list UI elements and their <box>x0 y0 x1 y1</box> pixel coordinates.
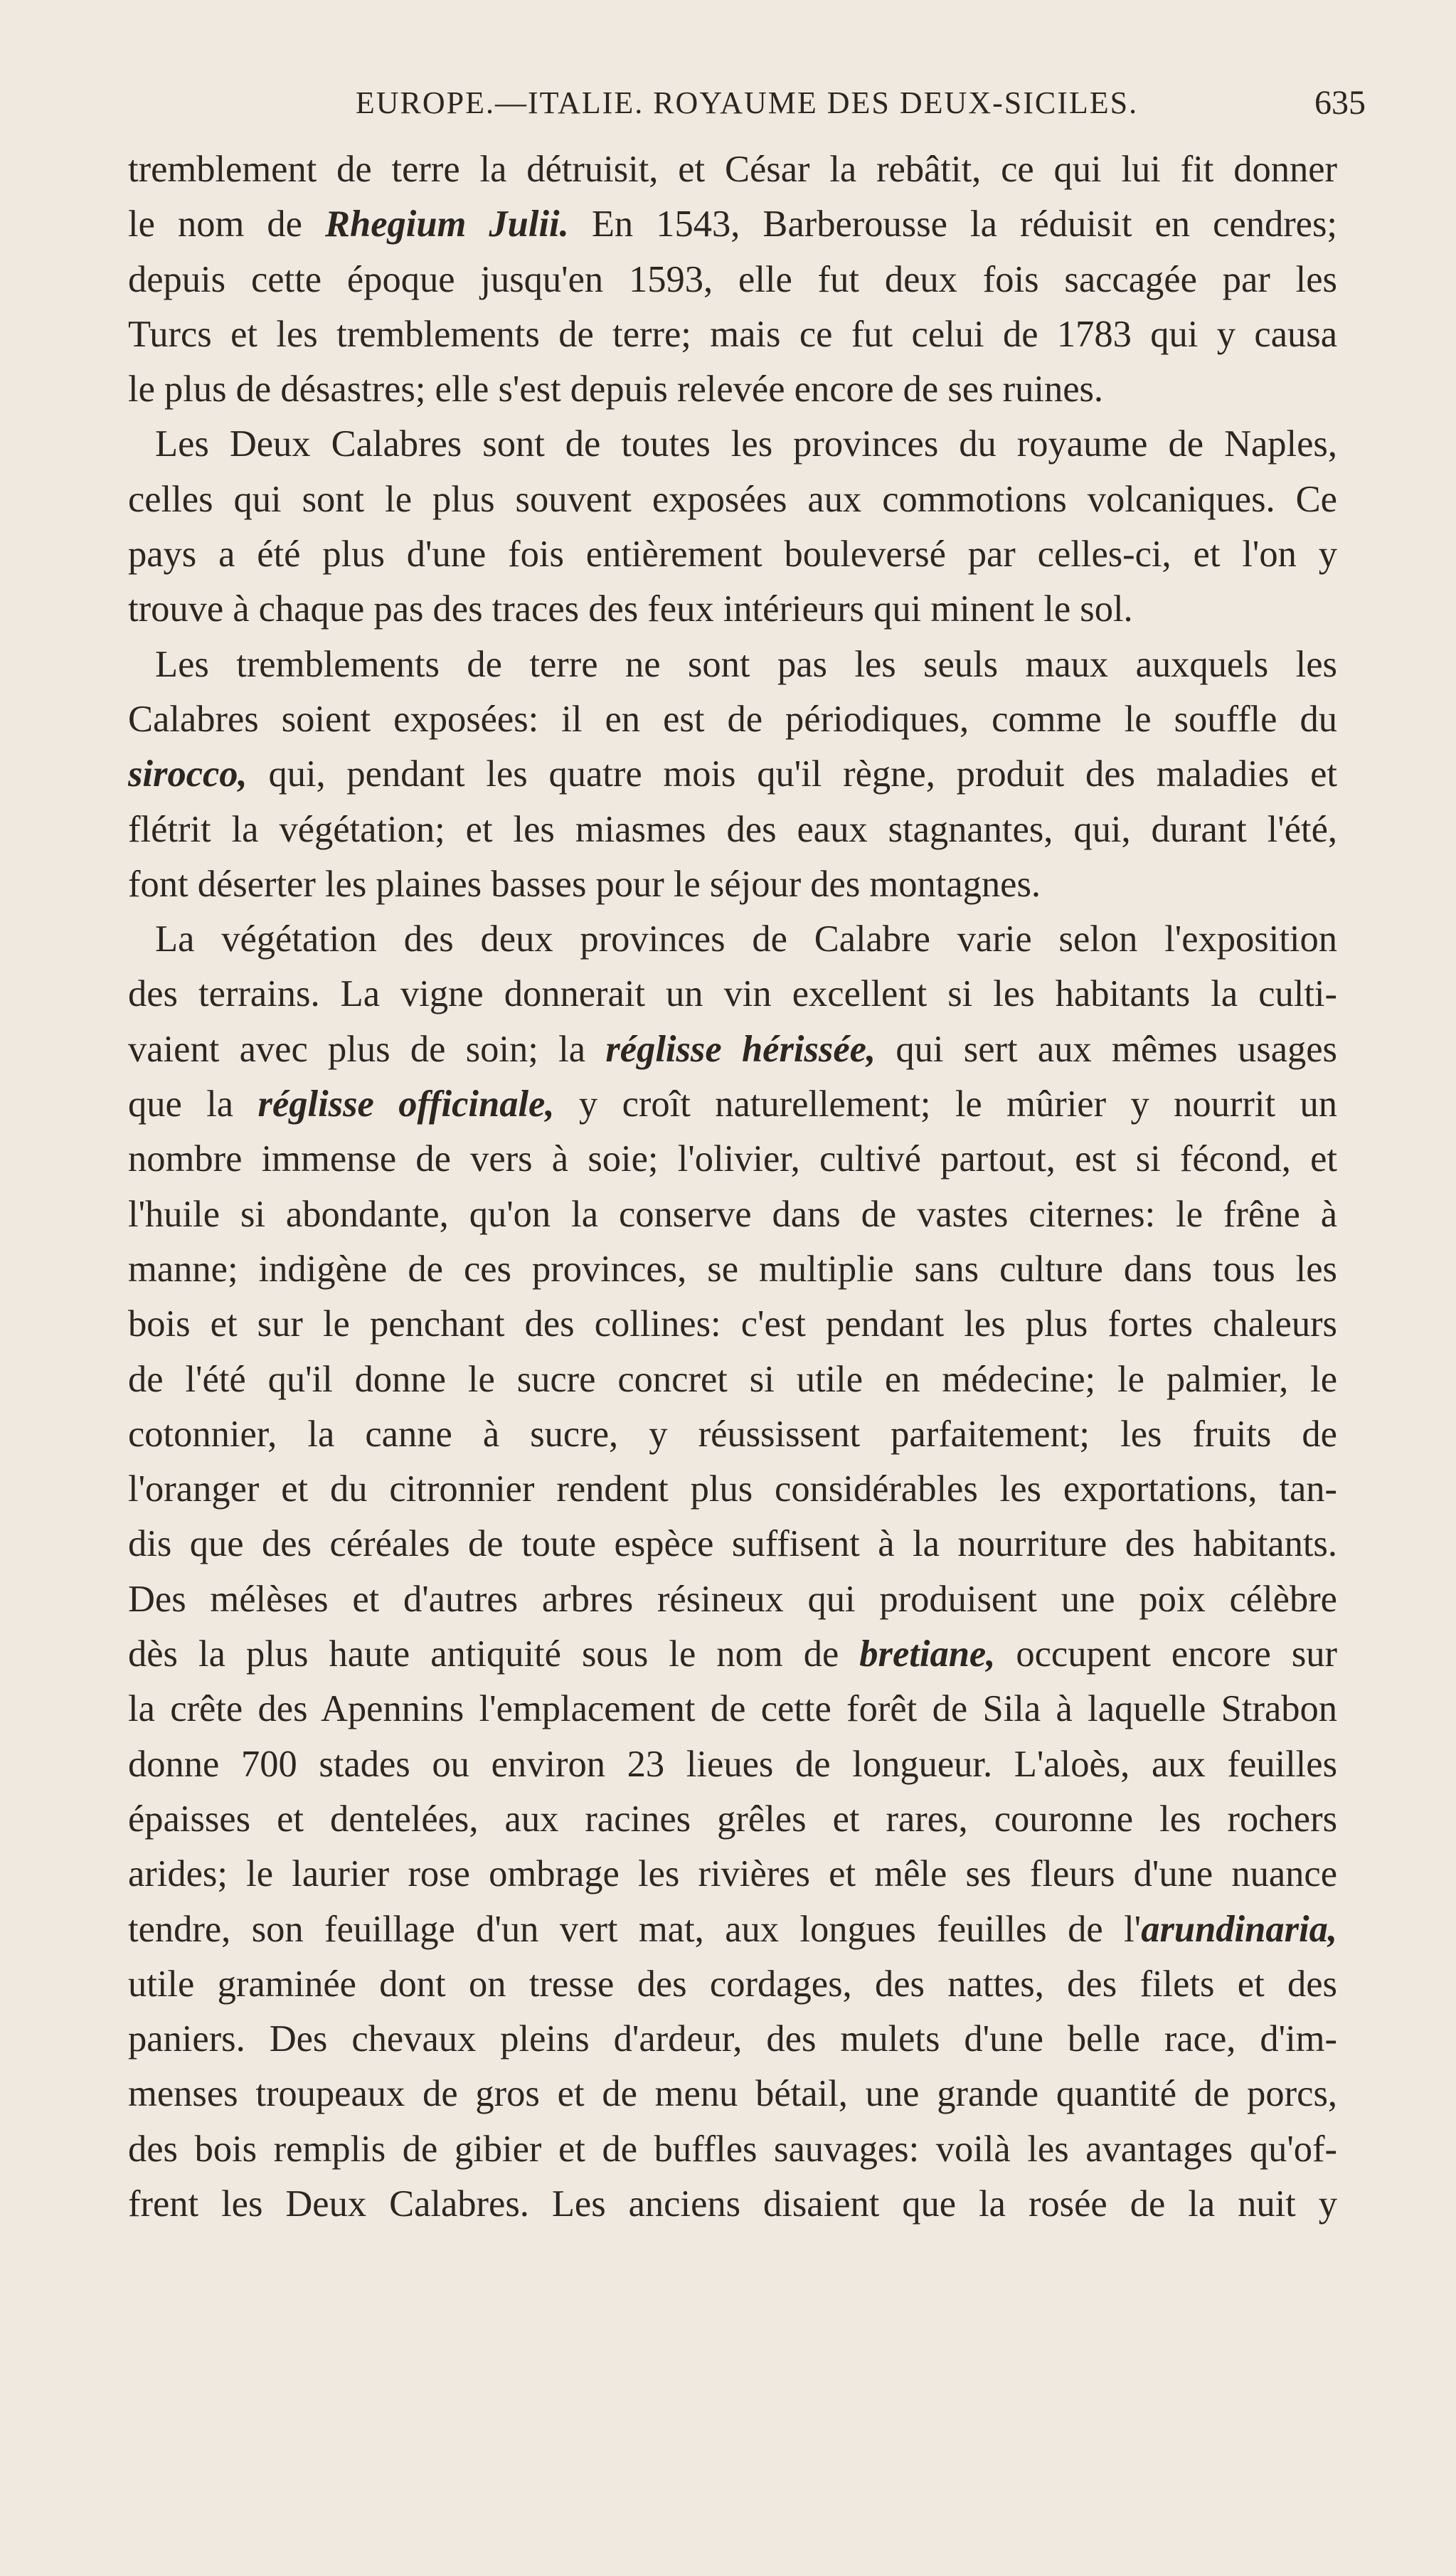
text-line: le plus de désastres; elle s'est depuis relevée encore de ses ruines. <box>128 369 1104 410</box>
italic-term: réglisse hérissée, <box>605 1028 876 1070</box>
text-run: qui, pendant les quatre mois qu'il règne, produit des maladies et <box>247 753 1337 795</box>
italic-term: réglisse officinale, <box>257 1083 555 1125</box>
running-title: EUROPE.—ITALIE. ROYAUME DES DEUX-SICILES. <box>355 85 1139 120</box>
italic-term: bretiane, <box>859 1633 996 1675</box>
italic-term: Rhegium Julii. <box>324 203 569 245</box>
text-line: Des mélèses et d'autres arbres résineux qui produisent une poix célèbre <box>128 1578 1337 1620</box>
italic-term: arundinaria, <box>1141 1908 1337 1950</box>
text-line: paniers. Des chevaux pleins d'ardeur, des mulets d'une belle race, d'im- <box>128 2018 1337 2060</box>
text-line: cotonnier, la canne à sucre, y réussissent parfaitement; les fruits de <box>128 1413 1337 1455</box>
text-line <box>128 197 1337 252</box>
text-line: pays a été plus d'une fois entièrement bouleversé par celles-ci, et l'on y <box>128 534 1337 576</box>
text-run: tendre, son feuillage d'un vert mat, aux longues feuilles de l' <box>128 1908 1142 1950</box>
text-line <box>128 1077 1337 1132</box>
text-line: tremblement de terre la détruisit, et César la rebâtit, ce qui lui fit donner <box>128 149 1337 190</box>
text-run: En 1543, Barberousse la réduisit en cendres; <box>568 203 1337 245</box>
text-line <box>128 747 1337 802</box>
text-line: manne; indigène de ces provinces, se multiplie sans culture dans tous les <box>128 1248 1337 1290</box>
text-line <box>128 1022 1337 1077</box>
text-line: Turcs et les tremblements de terre; mais ce fut celui de 1783 qui y causa <box>128 313 1337 355</box>
text-line: épaisses et dentelées, aux racines grêles et rares, couronne les rochers <box>128 1798 1337 1840</box>
text-line: utile graminée dont on tresse des cordages, des nattes, des filets et des <box>128 1963 1337 2005</box>
text-run: qui sert aux mêmes usages <box>876 1028 1337 1070</box>
text-line <box>128 1627 1337 1682</box>
text-line: l'huile si abondante, qu'on la conserve dans de vastes citernes: le frêne à <box>128 1193 1337 1235</box>
body-text <box>128 142 1337 2232</box>
text-line: des terrains. La vigne donnerait un vin excellent si les habitants la culti- <box>128 973 1337 1015</box>
text-run: y croît naturellement; le mûrier y nourrit un <box>554 1083 1337 1125</box>
text-line: donne 700 stades ou environ 23 lieues de longueur. L'aloès, aux feuilles <box>128 1743 1337 1785</box>
text-line: de l'été qu'il donne le sucre concret si utile en médecine; le palmier, le <box>128 1358 1337 1400</box>
paragraph-start: La végétation des deux provinces de Calabre varie selon l'exposition <box>155 918 1337 960</box>
text-run: le nom de <box>128 203 325 245</box>
text-line: la crête des Apennins l'emplacement de cette forêt de Sila à laquelle Strabon <box>128 1688 1337 1730</box>
text-line: menses troupeaux de gros et de menu bétail, une grande quantité de porcs, <box>128 2073 1337 2115</box>
text-line: flétrit la végétation; et les miasmes des eaux stagnantes, qui, durant l'été, <box>128 808 1337 850</box>
text-line: des bois remplis de gibier et de buffles sauvages: voilà les avantages qu'of- <box>128 2128 1337 2170</box>
paragraph-start: Les tremblements de terre ne sont pas les seuls maux auxquels les <box>155 643 1337 685</box>
text-run: vaient avec plus de soin; la <box>128 1028 606 1070</box>
text-line: celles qui sont le plus souvent exposées aux commotions volcaniques. Ce <box>128 478 1337 520</box>
text-line: frent les Deux Calabres. Les anciens disaient que la rosée de la nuit y <box>128 2183 1337 2225</box>
text-line: font déserter les plaines basses pour le séjour des montagnes. <box>128 863 1041 905</box>
text-line: dis que des céréales de toute espèce suffisent à la nourriture des habitants. <box>128 1523 1337 1565</box>
text-line: arides; le laurier rose ombrage les rivières et mêle ses fleurs d'une nuance <box>128 1853 1337 1895</box>
text-line: Calabres soient exposées: il en est de périodiques, comme le souffle du <box>128 698 1337 740</box>
paragraph-start: Les Deux Calabres sont de toutes les provinces du royaume de Naples, <box>155 423 1337 465</box>
text-line: l'oranger et du citronnier rendent plus considérables les exportations, tan- <box>128 1468 1337 1510</box>
italic-term: sirocco, <box>128 753 248 795</box>
text-run: que la <box>128 1083 258 1125</box>
text-line: nombre immense de vers à soie; l'olivier, cultivé partout, est si fécond, et <box>128 1138 1337 1180</box>
text-line: depuis cette époque jusqu'en 1593, elle fut deux fois saccagée par les <box>128 258 1337 300</box>
text-line: trouve à chaque pas des traces des feux intérieurs qui minent le sol. <box>128 588 1133 630</box>
page-number: 635 <box>1314 84 1366 122</box>
text-line: bois et sur le penchant des collines: c'est pendant les plus fortes chaleurs <box>128 1303 1337 1345</box>
page-header <box>128 82 1366 124</box>
text-run: dès la plus haute antiquité sous le nom de <box>128 1633 860 1675</box>
text-run: occupent encore sur <box>995 1633 1337 1675</box>
text-line <box>128 1902 1337 1957</box>
